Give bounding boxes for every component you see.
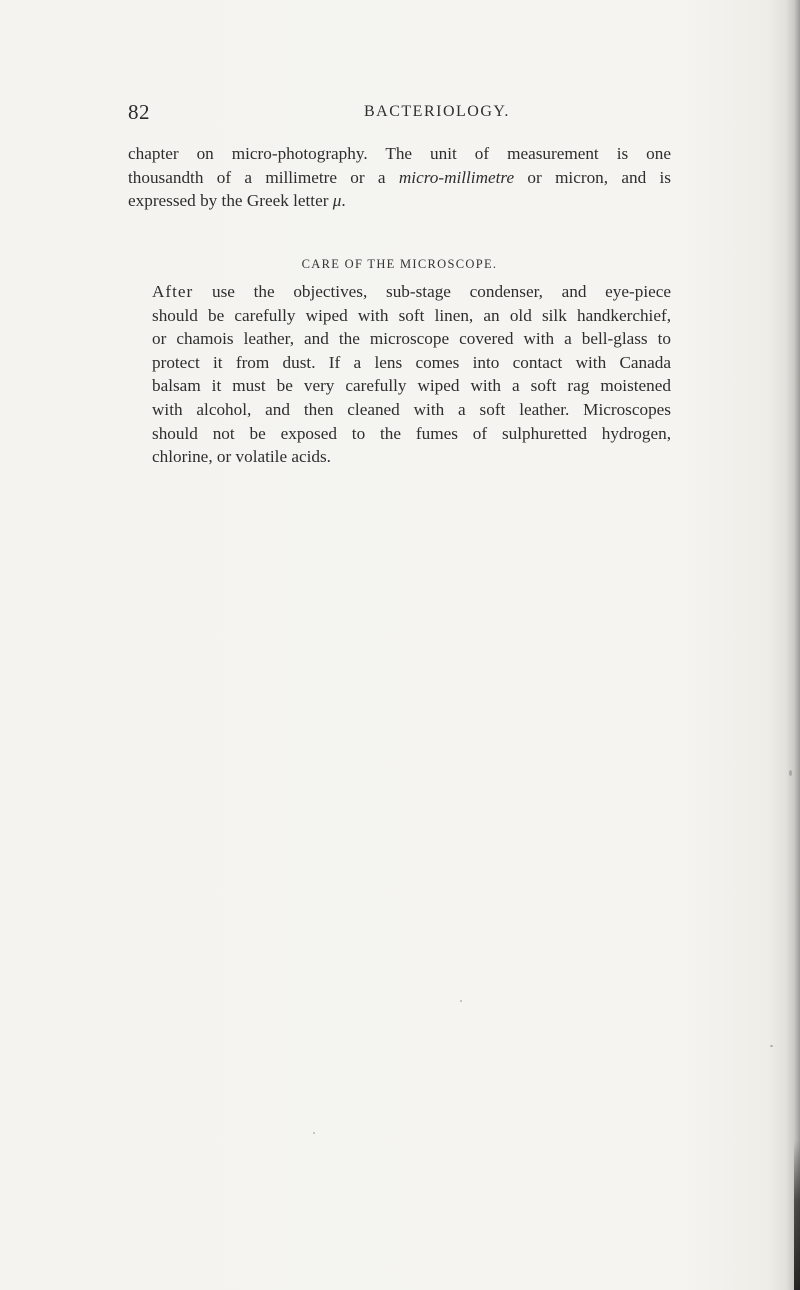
text-span: use the objectives, sub-stage condenser, and eye-piece	[193, 282, 671, 301]
paragraph-care	[128, 280, 671, 469]
paper-speck	[460, 1000, 462, 1002]
first-word: After	[152, 282, 194, 301]
paper-speck	[313, 1132, 315, 1134]
text-span: .	[341, 191, 346, 211]
text-line: protect it from dust. If a lens comes into contact with Canada	[152, 352, 671, 372]
greek-mu-symbol: μ	[332, 191, 342, 211]
text-line	[128, 166, 671, 190]
text-line: chlorine, or volatile acids.	[152, 447, 331, 467]
paper-speck	[789, 770, 792, 776]
text-line	[128, 189, 671, 213]
page-edge-dark	[794, 1140, 800, 1290]
italic-term: micro-millimetre	[398, 167, 515, 187]
text-line: should be carefully wiped with soft linen, an old silk handkerchief,	[152, 305, 671, 325]
running-head: BACTERIOLOGY.	[364, 103, 510, 120]
page-number: 82	[128, 100, 150, 124]
text-line	[128, 280, 671, 304]
text-line: balsam it must be very carefully wiped with a soft rag moistened	[152, 376, 671, 396]
paper-speck	[770, 1045, 773, 1047]
section-heading: CARE OF THE MICROSCOPE.	[301, 257, 498, 271]
text-line: with alcohol, and then cleaned with a soft leather. Microscopes	[152, 399, 671, 419]
text-line: or chamois leather, and the microscope covered with a bell-glass to	[152, 329, 671, 349]
text-line: chapter on micro-photography. The unit of measurement is one	[128, 144, 671, 163]
text-span: thousandth of a millimetre or a	[128, 167, 399, 187]
paragraph-micron	[128, 142, 671, 213]
page-header	[128, 100, 668, 124]
page-edge-shadow	[786, 0, 800, 1290]
text-line: should not be exposed to the fumes of sulphuretted hydrogen,	[152, 423, 671, 443]
text-span: expressed by the Greek letter	[128, 191, 333, 211]
text-span: or micron, and is	[514, 167, 671, 187]
